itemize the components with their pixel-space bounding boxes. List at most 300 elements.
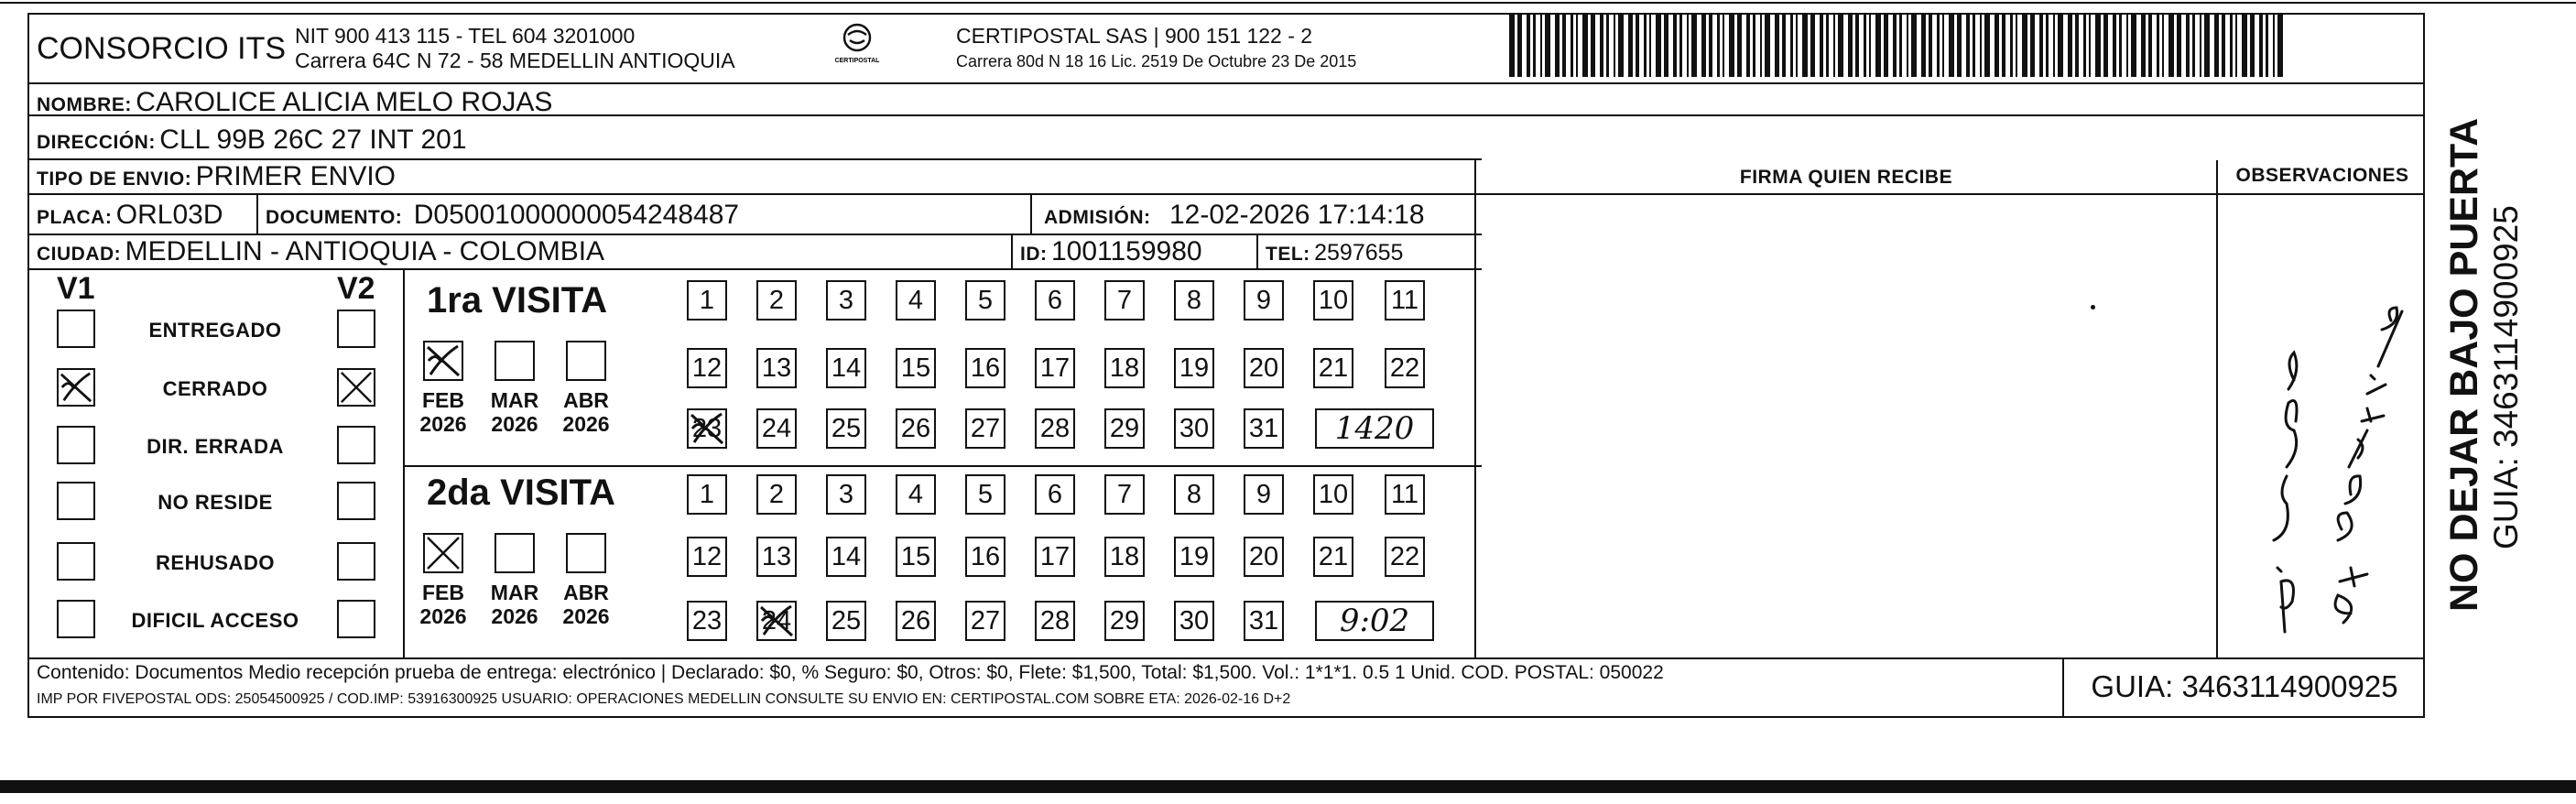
tel-value: 2597655 bbox=[1314, 240, 1404, 266]
day-number: 13 bbox=[761, 353, 792, 383]
barcode-bar bbox=[2277, 13, 2283, 77]
company-line-1: NIT 900 413 115 - TEL 604 3201000 bbox=[295, 24, 636, 48]
v1-checkbox[interactable] bbox=[57, 368, 95, 407]
id-label: ID: bbox=[1020, 244, 1048, 265]
barcode-bar bbox=[1709, 13, 1712, 77]
day-number: 15 bbox=[900, 542, 931, 571]
month-year: 2026 bbox=[562, 412, 610, 437]
day-box[interactable] bbox=[965, 601, 1005, 641]
day-number: 6 bbox=[1047, 286, 1063, 315]
day-number: 4 bbox=[908, 286, 924, 315]
placa-label: PLACA: bbox=[37, 207, 113, 228]
day-box[interactable] bbox=[896, 280, 936, 321]
placa-row bbox=[37, 201, 223, 229]
barcode-bar bbox=[1760, 13, 1762, 77]
rule-footer bbox=[27, 657, 2425, 659]
day-number: 14 bbox=[831, 542, 862, 571]
x-mark-icon bbox=[425, 342, 462, 379]
direccion-label: DIRECCIÓN: bbox=[37, 132, 156, 153]
barcode-bar bbox=[2131, 13, 2136, 77]
day-number: 31 bbox=[1248, 414, 1279, 443]
footer-guia: GUIA: 3463114900925 bbox=[2091, 669, 2398, 703]
barcode-bar bbox=[2214, 13, 2219, 77]
day-number: 5 bbox=[977, 480, 994, 509]
barcode-bar bbox=[2235, 13, 2237, 77]
day-box[interactable] bbox=[896, 348, 936, 388]
month-label bbox=[559, 581, 614, 629]
barcode-bar bbox=[1701, 13, 1706, 77]
stray-dot bbox=[2091, 305, 2095, 310]
admision-value: 12-02-2026 17:14:18 bbox=[1168, 200, 1425, 230]
barcode-bar bbox=[1729, 13, 1734, 77]
day-box[interactable] bbox=[1174, 601, 1214, 641]
day-number: 13 bbox=[761, 542, 792, 571]
day-box[interactable] bbox=[826, 601, 866, 641]
month-name: FEB bbox=[422, 388, 464, 412]
id-value: 1001159980 bbox=[1050, 236, 1202, 266]
day-number: 12 bbox=[691, 542, 723, 571]
barcode-bar bbox=[2162, 13, 2164, 77]
day-box[interactable] bbox=[687, 408, 727, 449]
month-year: 2026 bbox=[419, 604, 467, 629]
day-number: 19 bbox=[1179, 353, 1210, 383]
day-number: 7 bbox=[1116, 480, 1133, 509]
day-number: 2 bbox=[768, 286, 785, 315]
handwriting-graphic bbox=[2221, 238, 2422, 650]
barcode-bar bbox=[2095, 13, 2101, 77]
day-number: 30 bbox=[1179, 414, 1210, 443]
day-box[interactable] bbox=[826, 280, 866, 321]
day-box[interactable] bbox=[965, 280, 1005, 321]
day-box[interactable] bbox=[1313, 474, 1353, 515]
day-box[interactable] bbox=[1104, 348, 1145, 388]
x-mark-icon bbox=[689, 410, 725, 447]
v1-checkbox[interactable] bbox=[57, 600, 95, 638]
month-name: ABR bbox=[563, 388, 609, 412]
barcode-bar bbox=[2002, 13, 2005, 77]
barcode-bar bbox=[2168, 13, 2174, 77]
rule-placa bbox=[27, 234, 1482, 235]
day-box[interactable] bbox=[826, 408, 866, 449]
barcode-bar bbox=[2053, 13, 2055, 77]
barcode-bar bbox=[1957, 13, 1962, 77]
day-number: 3 bbox=[838, 480, 854, 509]
barcode-bar bbox=[1864, 13, 1866, 77]
barcode-bar bbox=[1576, 13, 1578, 77]
day-number: 24 bbox=[761, 606, 792, 636]
rule-visits-split bbox=[403, 465, 1482, 467]
barcode-bar bbox=[1921, 13, 1926, 77]
day-number: 25 bbox=[831, 606, 862, 636]
month-name: MAR bbox=[490, 388, 539, 412]
day-number: 26 bbox=[900, 606, 931, 636]
tel-label: TEL: bbox=[1266, 244, 1310, 265]
day-number: 6 bbox=[1047, 480, 1063, 509]
vrule-admision bbox=[1030, 195, 1032, 234]
documento-row bbox=[266, 201, 739, 229]
carrier-line-2: Carrera 80d N 18 16 Lic. 2519 De Octubre 23 De 2015 bbox=[956, 52, 1357, 71]
day-box[interactable] bbox=[1035, 348, 1075, 388]
barcode-bar bbox=[1782, 13, 1786, 77]
barcode-bar bbox=[1737, 13, 1742, 77]
barcode-bar bbox=[1600, 13, 1603, 77]
month-label bbox=[416, 388, 471, 437]
tipo-label: TIPO DE ENVIO: bbox=[37, 168, 192, 190]
day-box[interactable] bbox=[687, 348, 727, 388]
barcode-bar bbox=[1606, 13, 1609, 77]
barcode-bar bbox=[1820, 13, 1823, 77]
barcode-bar bbox=[1562, 13, 1566, 77]
day-box[interactable] bbox=[1035, 537, 1075, 577]
day-box[interactable] bbox=[687, 280, 727, 321]
day-number: 1 bbox=[699, 286, 715, 315]
day-number: 15 bbox=[900, 353, 931, 383]
visit1-title: 1ra VISITA bbox=[427, 280, 608, 321]
day-box[interactable] bbox=[965, 474, 1005, 515]
carrier-line-1: CERTIPOSTAL SAS | 900 151 122 - 2 bbox=[956, 24, 1313, 48]
month-checkbox[interactable] bbox=[423, 533, 463, 573]
company-name: CONSORCIO ITS bbox=[37, 31, 287, 66]
status-label: NO RESIDE bbox=[158, 491, 273, 514]
side-warning: NO DEJAR BAJO PUERTA bbox=[2442, 117, 2486, 612]
month-checkbox[interactable] bbox=[566, 533, 606, 573]
day-number: 19 bbox=[1179, 542, 1210, 571]
barcode-bar bbox=[2192, 13, 2195, 77]
barcode-bar bbox=[1687, 13, 1689, 77]
barcode-bar bbox=[2103, 13, 2108, 77]
day-box[interactable] bbox=[1035, 280, 1075, 321]
barcode-bar bbox=[1899, 13, 1902, 77]
day-box[interactable] bbox=[687, 474, 727, 515]
barcode-bar bbox=[2068, 13, 2072, 77]
status-label: DIFICIL ACCESO bbox=[131, 609, 299, 632]
month-year: 2026 bbox=[562, 604, 610, 629]
day-number: 24 bbox=[761, 414, 792, 443]
day-box[interactable] bbox=[1035, 408, 1075, 449]
day-number: 20 bbox=[1248, 542, 1279, 571]
day-box[interactable] bbox=[826, 474, 866, 515]
day-number: 27 bbox=[970, 606, 1001, 636]
barcode-bar bbox=[1656, 13, 1661, 77]
v2-checkbox[interactable] bbox=[337, 542, 375, 581]
day-box[interactable] bbox=[1244, 280, 1284, 321]
day-number: 21 bbox=[1318, 542, 1349, 571]
day-box[interactable] bbox=[1174, 348, 1214, 388]
day-box[interactable] bbox=[756, 601, 797, 641]
v1-checkbox[interactable] bbox=[57, 542, 95, 581]
barcode-bar bbox=[2058, 13, 2063, 77]
barcode-bar bbox=[1802, 13, 1808, 77]
tipo-value: PRIMER ENVIO bbox=[195, 161, 397, 191]
day-box[interactable] bbox=[756, 537, 797, 577]
day-box[interactable] bbox=[1313, 280, 1353, 321]
barcode-bar bbox=[1582, 13, 1588, 77]
tel-row bbox=[1266, 242, 1403, 265]
barcode-bar bbox=[2204, 13, 2210, 77]
day-box[interactable] bbox=[1035, 474, 1075, 515]
barcode-bar bbox=[2222, 13, 2225, 77]
barcode-bar bbox=[1517, 13, 1522, 77]
day-number: 20 bbox=[1248, 353, 1279, 383]
rule-header bbox=[27, 82, 2425, 84]
footer-line-2: IMP POR FIVEPOSTAL ODS: 25054500925 / COD.IMP: 53916300925 USUARIO: OPERACIONES MEDELLIN CONSULTE SU ENVIO EN: CERTIPOSTAL.COM SOBRE ETA: 2026-02-16 D+2 bbox=[37, 691, 1291, 707]
day-number: 25 bbox=[831, 414, 862, 443]
barcode-bar bbox=[2177, 13, 2181, 77]
status-label: REHUSADO bbox=[156, 551, 275, 574]
admision-label: ADMISIÓN: bbox=[1044, 207, 1151, 228]
barcode-bar bbox=[1929, 13, 1932, 77]
barcode-bar bbox=[1911, 13, 1917, 77]
barcode-bar bbox=[1893, 13, 1897, 77]
barcode-bar bbox=[1796, 13, 1798, 77]
status-label: CERRADO bbox=[162, 377, 268, 400]
day-box[interactable] bbox=[965, 348, 1005, 388]
barcode-bar bbox=[1994, 13, 1999, 77]
barcode-bar bbox=[1649, 13, 1651, 77]
barcode-bar bbox=[1884, 13, 1888, 77]
v1-checkbox[interactable] bbox=[57, 482, 95, 520]
day-box[interactable] bbox=[896, 537, 936, 577]
barcode-bar bbox=[1942, 13, 1944, 77]
rule-ciudad bbox=[27, 268, 1482, 270]
day-number: 4 bbox=[908, 480, 924, 509]
day-box[interactable] bbox=[826, 348, 866, 388]
nombre-value: CAROLICE ALICIA MELO ROJAS bbox=[136, 87, 553, 117]
day-number: 21 bbox=[1318, 353, 1349, 383]
barcode-bar bbox=[1509, 13, 1515, 77]
month-checkbox[interactable] bbox=[423, 341, 463, 381]
barcode-bar bbox=[1628, 13, 1633, 77]
barcode-bar bbox=[1790, 13, 1793, 77]
barcode-bar bbox=[1571, 13, 1573, 77]
day-box[interactable] bbox=[1244, 537, 1284, 577]
day-box[interactable] bbox=[756, 474, 797, 515]
month-name: MAR bbox=[490, 581, 539, 604]
day-box[interactable] bbox=[1104, 280, 1145, 321]
barcode-bar bbox=[1966, 13, 1970, 77]
month-label bbox=[487, 581, 542, 629]
day-number: 12 bbox=[691, 353, 723, 383]
barcode-bar bbox=[2141, 13, 2146, 77]
day-number: 2 bbox=[768, 480, 785, 509]
top-edge-rule bbox=[0, 2, 2576, 4]
barcode-bar bbox=[1869, 13, 1871, 77]
day-box[interactable] bbox=[1313, 537, 1353, 577]
footer-line-1: Contenido: Documentos Medio recepción prueba de entrega: electrónico | Declarado: $0, % Seguro: $0, Otros: $0, Flete: $1,500, Total: $1,500. Vol.: 1*1*1. 0.5 1 Unid. COD. POSTAL: 050022 bbox=[37, 662, 1664, 683]
day-box[interactable] bbox=[1174, 280, 1214, 321]
ciudad-row bbox=[37, 238, 604, 266]
day-box[interactable] bbox=[965, 537, 1005, 577]
month-checkbox[interactable] bbox=[566, 341, 606, 381]
barcode-bar bbox=[1533, 13, 1536, 77]
visit-time: 9:02 bbox=[1315, 601, 1434, 641]
rule-obs-header bbox=[1482, 193, 2425, 195]
day-number: 18 bbox=[1109, 353, 1140, 383]
day-number: 18 bbox=[1109, 542, 1140, 571]
barcode-bar bbox=[1614, 13, 1615, 77]
barcode-graphic bbox=[1509, 13, 2288, 77]
barcode-bar bbox=[1984, 13, 1990, 77]
barcode-bar bbox=[1636, 13, 1639, 77]
day-box[interactable] bbox=[1104, 408, 1145, 449]
day-box[interactable] bbox=[1104, 474, 1145, 515]
barcode-bar bbox=[2016, 13, 2017, 77]
day-number: 16 bbox=[970, 542, 1001, 571]
nombre-row bbox=[37, 89, 552, 116]
month-label bbox=[416, 581, 471, 629]
month-checkbox[interactable] bbox=[495, 533, 535, 573]
day-number: 9 bbox=[1255, 286, 1272, 315]
day-number: 8 bbox=[1186, 480, 1202, 509]
day-number: 27 bbox=[970, 414, 1001, 443]
month-year: 2026 bbox=[491, 412, 538, 437]
day-box[interactable] bbox=[1104, 601, 1145, 641]
month-label bbox=[559, 388, 614, 437]
day-box[interactable] bbox=[756, 280, 797, 321]
month-year: 2026 bbox=[491, 604, 538, 629]
direccion-value: CLL 99B 26C 27 INT 201 bbox=[159, 125, 467, 155]
barcode-bar bbox=[1937, 13, 1940, 77]
day-number: 3 bbox=[838, 286, 854, 315]
barcode-bar bbox=[1810, 13, 1815, 77]
day-box[interactable] bbox=[1385, 537, 1425, 577]
day-box[interactable] bbox=[1385, 348, 1425, 388]
barcode-bar bbox=[1555, 13, 1560, 77]
month-name: FEB bbox=[422, 581, 464, 604]
day-box[interactable] bbox=[687, 601, 727, 641]
vrule-tel bbox=[1256, 234, 1258, 268]
barcode-bar bbox=[2119, 13, 2122, 77]
status-label: ENTREGADO bbox=[148, 319, 282, 342]
day-box[interactable] bbox=[826, 537, 866, 577]
month-checkbox[interactable] bbox=[495, 341, 535, 381]
month-year: 2026 bbox=[419, 412, 467, 437]
v1-checkbox[interactable] bbox=[57, 310, 95, 348]
v2-checkbox[interactable] bbox=[337, 368, 375, 407]
certipostal-logo bbox=[830, 22, 885, 73]
day-number: 10 bbox=[1318, 286, 1349, 315]
day-box[interactable] bbox=[687, 537, 727, 577]
day-box[interactable] bbox=[1313, 348, 1353, 388]
day-box[interactable] bbox=[756, 408, 797, 449]
barcode-bar bbox=[1679, 13, 1682, 77]
barcode-bar bbox=[2242, 13, 2247, 77]
tipo-row bbox=[37, 163, 396, 190]
barcode-bar bbox=[1775, 13, 1779, 77]
month-label bbox=[487, 388, 542, 437]
v2-checkbox[interactable] bbox=[337, 600, 375, 638]
day-number: 16 bbox=[970, 353, 1001, 383]
day-box[interactable] bbox=[1385, 474, 1425, 515]
v1-checkbox[interactable] bbox=[57, 426, 95, 464]
barcode-bar bbox=[1826, 13, 1829, 77]
vrule-status bbox=[403, 268, 405, 658]
day-number: 11 bbox=[1390, 480, 1419, 509]
x-mark-icon bbox=[339, 370, 374, 405]
barcode-bar bbox=[1540, 13, 1542, 77]
barcode-bar bbox=[1848, 13, 1853, 77]
barcode-bar bbox=[2075, 13, 2079, 77]
barcode-bar bbox=[2046, 13, 2049, 77]
day-box[interactable] bbox=[1174, 537, 1214, 577]
barcode-bar bbox=[1691, 13, 1697, 77]
vrule-obs bbox=[2216, 160, 2218, 658]
day-box[interactable] bbox=[965, 408, 1005, 449]
day-box[interactable] bbox=[1244, 601, 1284, 641]
day-number: 28 bbox=[1039, 414, 1071, 443]
day-box[interactable] bbox=[896, 474, 936, 515]
barcode-bar bbox=[1765, 13, 1770, 77]
day-number: 23 bbox=[691, 606, 723, 636]
day-number: 29 bbox=[1109, 606, 1140, 636]
barcode-bar bbox=[2030, 13, 2035, 77]
barcode-bar bbox=[1673, 13, 1677, 77]
logo-text: CERTIPOSTAL bbox=[834, 58, 880, 64]
v2-checkbox[interactable] bbox=[337, 310, 375, 348]
day-number: 30 bbox=[1179, 606, 1210, 636]
visit-time: 1420 bbox=[1315, 408, 1434, 449]
barcode-bar bbox=[1591, 13, 1595, 77]
v2-checkbox[interactable] bbox=[337, 482, 375, 520]
day-number: 1 bbox=[699, 480, 715, 509]
day-box[interactable] bbox=[1035, 601, 1075, 641]
x-mark-icon bbox=[59, 370, 93, 405]
day-box[interactable] bbox=[1104, 537, 1145, 577]
barcode-bar bbox=[2022, 13, 2027, 77]
day-box[interactable] bbox=[1385, 280, 1425, 321]
day-box[interactable] bbox=[1174, 408, 1214, 449]
firma-header: FIRMA QUIEN RECIBE bbox=[1739, 167, 1953, 188]
day-number: 5 bbox=[977, 286, 994, 315]
day-box[interactable] bbox=[756, 348, 797, 388]
barcode-bar bbox=[1980, 13, 1982, 77]
barcode-bar bbox=[1855, 13, 1859, 77]
nombre-label: NOMBRE: bbox=[37, 94, 132, 115]
barcode-bar bbox=[1753, 13, 1755, 77]
day-box[interactable] bbox=[1174, 474, 1214, 515]
barcode-bar bbox=[2266, 13, 2268, 77]
day-box[interactable] bbox=[1244, 408, 1284, 449]
month-name: ABR bbox=[563, 581, 609, 604]
documento-label: DOCUMENTO: bbox=[266, 207, 403, 228]
barcode-bar bbox=[2259, 13, 2263, 77]
barcode-bar bbox=[2083, 13, 2086, 77]
day-box[interactable] bbox=[896, 601, 936, 641]
barcode-bar bbox=[1644, 13, 1647, 77]
day-number: 10 bbox=[1318, 480, 1349, 509]
barcode-bar bbox=[1949, 13, 1954, 77]
side-guia: GUIA: 3463114900925 bbox=[2487, 205, 2525, 549]
handwritten-note bbox=[2221, 238, 2422, 650]
barcode-bar bbox=[2148, 13, 2152, 77]
x-mark-icon bbox=[758, 603, 795, 639]
v2-checkbox[interactable] bbox=[337, 426, 375, 464]
day-box[interactable] bbox=[1244, 348, 1284, 388]
barcode-bar bbox=[1723, 13, 1724, 77]
day-number: 28 bbox=[1039, 606, 1071, 636]
day-box[interactable] bbox=[896, 408, 936, 449]
vrule-id bbox=[1011, 234, 1013, 268]
rule-direccion bbox=[27, 158, 1482, 160]
id-row bbox=[1020, 238, 1202, 266]
barcode-bar bbox=[1717, 13, 1720, 77]
day-number: 29 bbox=[1109, 414, 1140, 443]
barcode-bar bbox=[2113, 13, 2116, 77]
barcode-bar bbox=[1838, 13, 1843, 77]
ciudad-value: MEDELLIN - ANTIOQUIA - COLOMBIA bbox=[125, 236, 605, 266]
v1-label: V1 bbox=[57, 271, 95, 306]
day-box[interactable] bbox=[1244, 474, 1284, 515]
